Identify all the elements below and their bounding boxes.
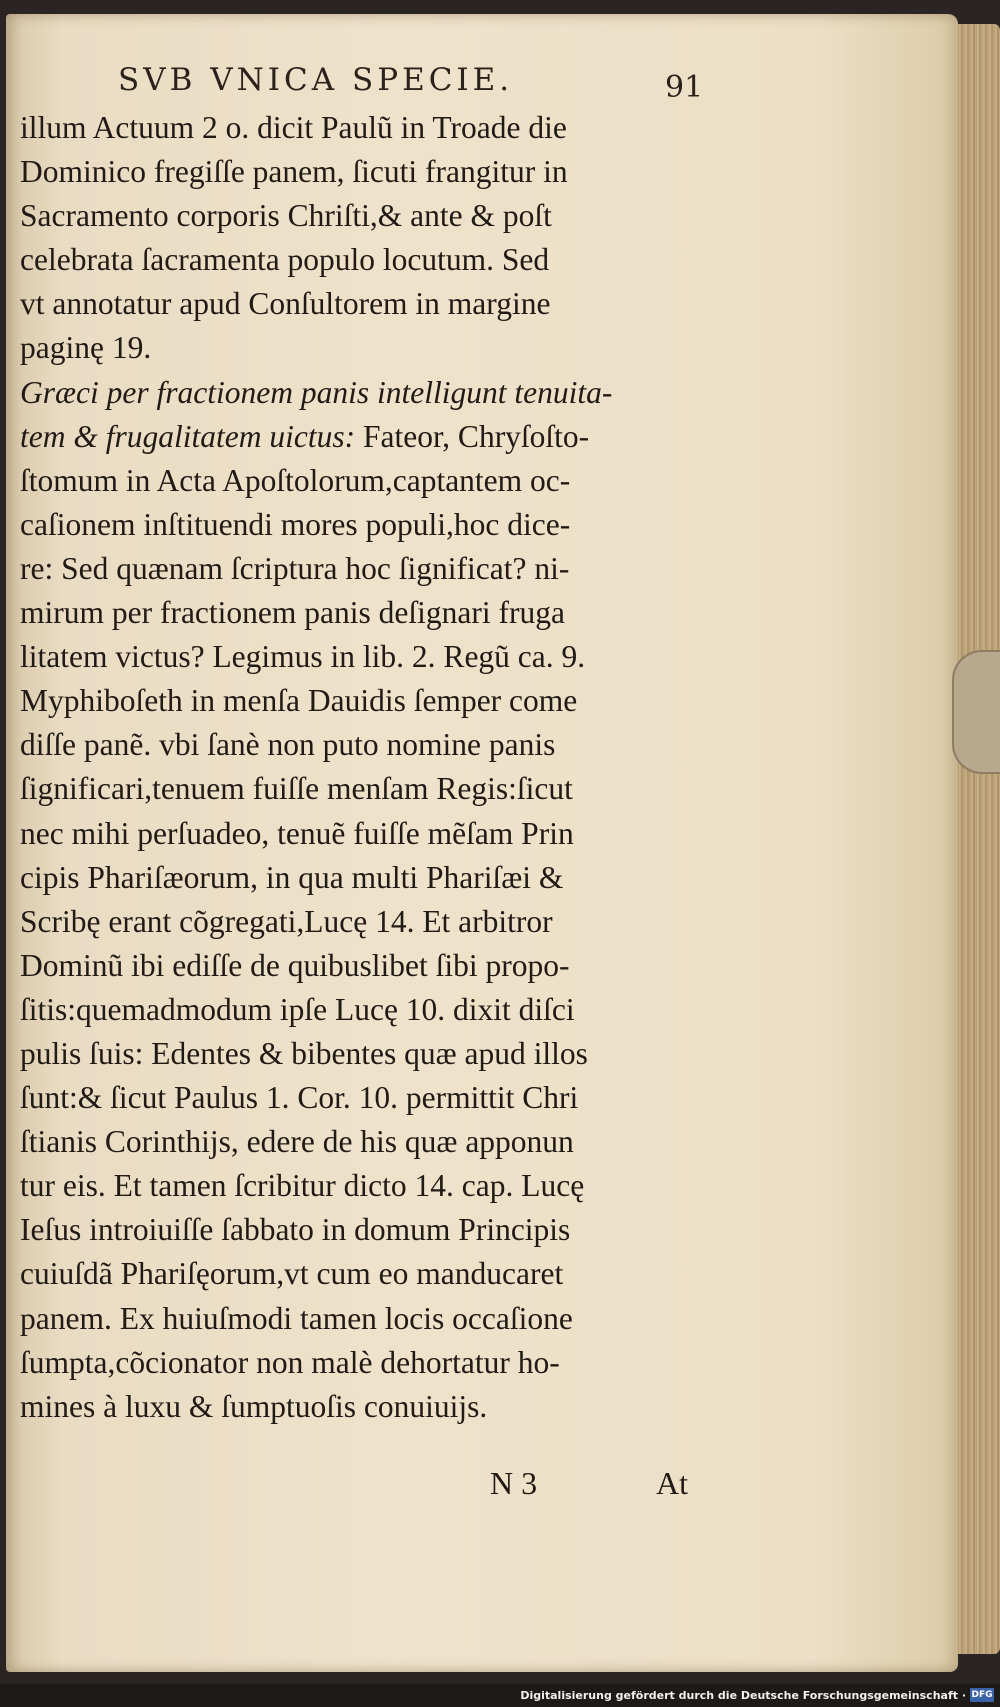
catchword: At xyxy=(656,1465,688,1501)
text-line: ſtianis Corinthijs, edere de his quæ apponun xyxy=(20,1124,574,1160)
text-line: cipis Phariſæorum, in qua multi Phariſæi & xyxy=(20,859,564,895)
mixed-text-line xyxy=(20,415,710,459)
text-line: Ieſus introiuiſſe ſabbato in domum Principis xyxy=(20,1212,571,1248)
text-line: mines à luxu & ſumptuoſis conuiuijs. xyxy=(20,1388,488,1424)
text-line: Sacramento corporis Chriſti,& ante & poſt xyxy=(20,198,552,234)
page-number: 91 xyxy=(665,70,704,105)
text-line: pulis ſuis: Edentes & bibentes quæ apud illos xyxy=(20,1035,588,1071)
text-line: ſtomum in Acta Apoſtolorum,captantem oc- xyxy=(20,462,571,498)
running-title: SVB VNICA SPECIE. xyxy=(118,62,514,98)
text-line: re: Sed quænam ſcriptura hoc ſignificat? ni- xyxy=(20,550,570,586)
text-line: ſumpta,cõcionator non malè dehortatur ho- xyxy=(20,1344,560,1380)
text-line: Dominũ ibi ediſſe de quibuslibet ſibi propo- xyxy=(20,947,570,983)
text-line: ſignificari,tenuem fuiſſe menſam Regis:ſicut xyxy=(20,771,573,807)
book-clasp xyxy=(952,650,1000,774)
text-line: tur eis. Et tamen ſcribitur dicto 14. cap. Lucę xyxy=(20,1168,585,1204)
text-line: Myphiboſeth in menſa Dauidis ſemper come xyxy=(20,683,578,719)
digitization-credit: Digitalisierung gefördert durch die Deutsche Forschungsgemeinschaft · xyxy=(520,1689,966,1702)
text-line: diſſe panẽ. vbi ſanè non puto nomine panis xyxy=(20,727,556,763)
text-line: nec mihi perſuadeo, tenuẽ fuiſſe mẽſam Prin xyxy=(20,815,574,851)
text-line: cuiuſdã Phariſęorum,vt cum eo manducaret xyxy=(20,1256,564,1292)
text-line: paginę 19. xyxy=(20,330,152,366)
text-line: ſitis:quemadmodum ipſe Lucę 10. dixit diſci xyxy=(20,991,575,1027)
text-line: illum Actuum 2 o. dicit Paulũ in Troade die xyxy=(20,110,567,145)
signature-mark: N 3 xyxy=(490,1465,538,1501)
text-line: Scribę erant cõgregati,Lucę 14. Et arbitror xyxy=(20,903,553,939)
text-line: litatem victus? Legimus in lib. 2. Regũ ca. 9. xyxy=(20,639,586,675)
dfg-logo: DFG xyxy=(971,1690,993,1700)
text-line: mirum per fractionem panis deſignari fruga xyxy=(20,595,565,631)
text-line: celebrata ſacramenta populo locutum. Sed xyxy=(20,242,550,278)
body-text xyxy=(20,106,710,1429)
text-line: Dominico fregiſſe panem, ſicuti frangitur in xyxy=(20,154,568,190)
text-line: panem. Ex huiuſmodi tamen locis occaſione xyxy=(20,1300,573,1336)
quoted-text: tem & frugalitatem uictus: xyxy=(20,418,356,454)
text-line: caſionem inſtituendi mores populi,hoc dice- xyxy=(20,506,571,542)
text-line: vt annotatur apud Conſultorem in margine xyxy=(20,286,551,322)
text-line: ſunt:& ſicut Paulus 1. Cor. 10. permittit Chri xyxy=(20,1080,579,1116)
text-fragment: Fateor, Chryſoſto- xyxy=(355,418,590,454)
quoted-text-line: Græci per fractionem panis intelligunt tenuita- xyxy=(20,374,613,410)
